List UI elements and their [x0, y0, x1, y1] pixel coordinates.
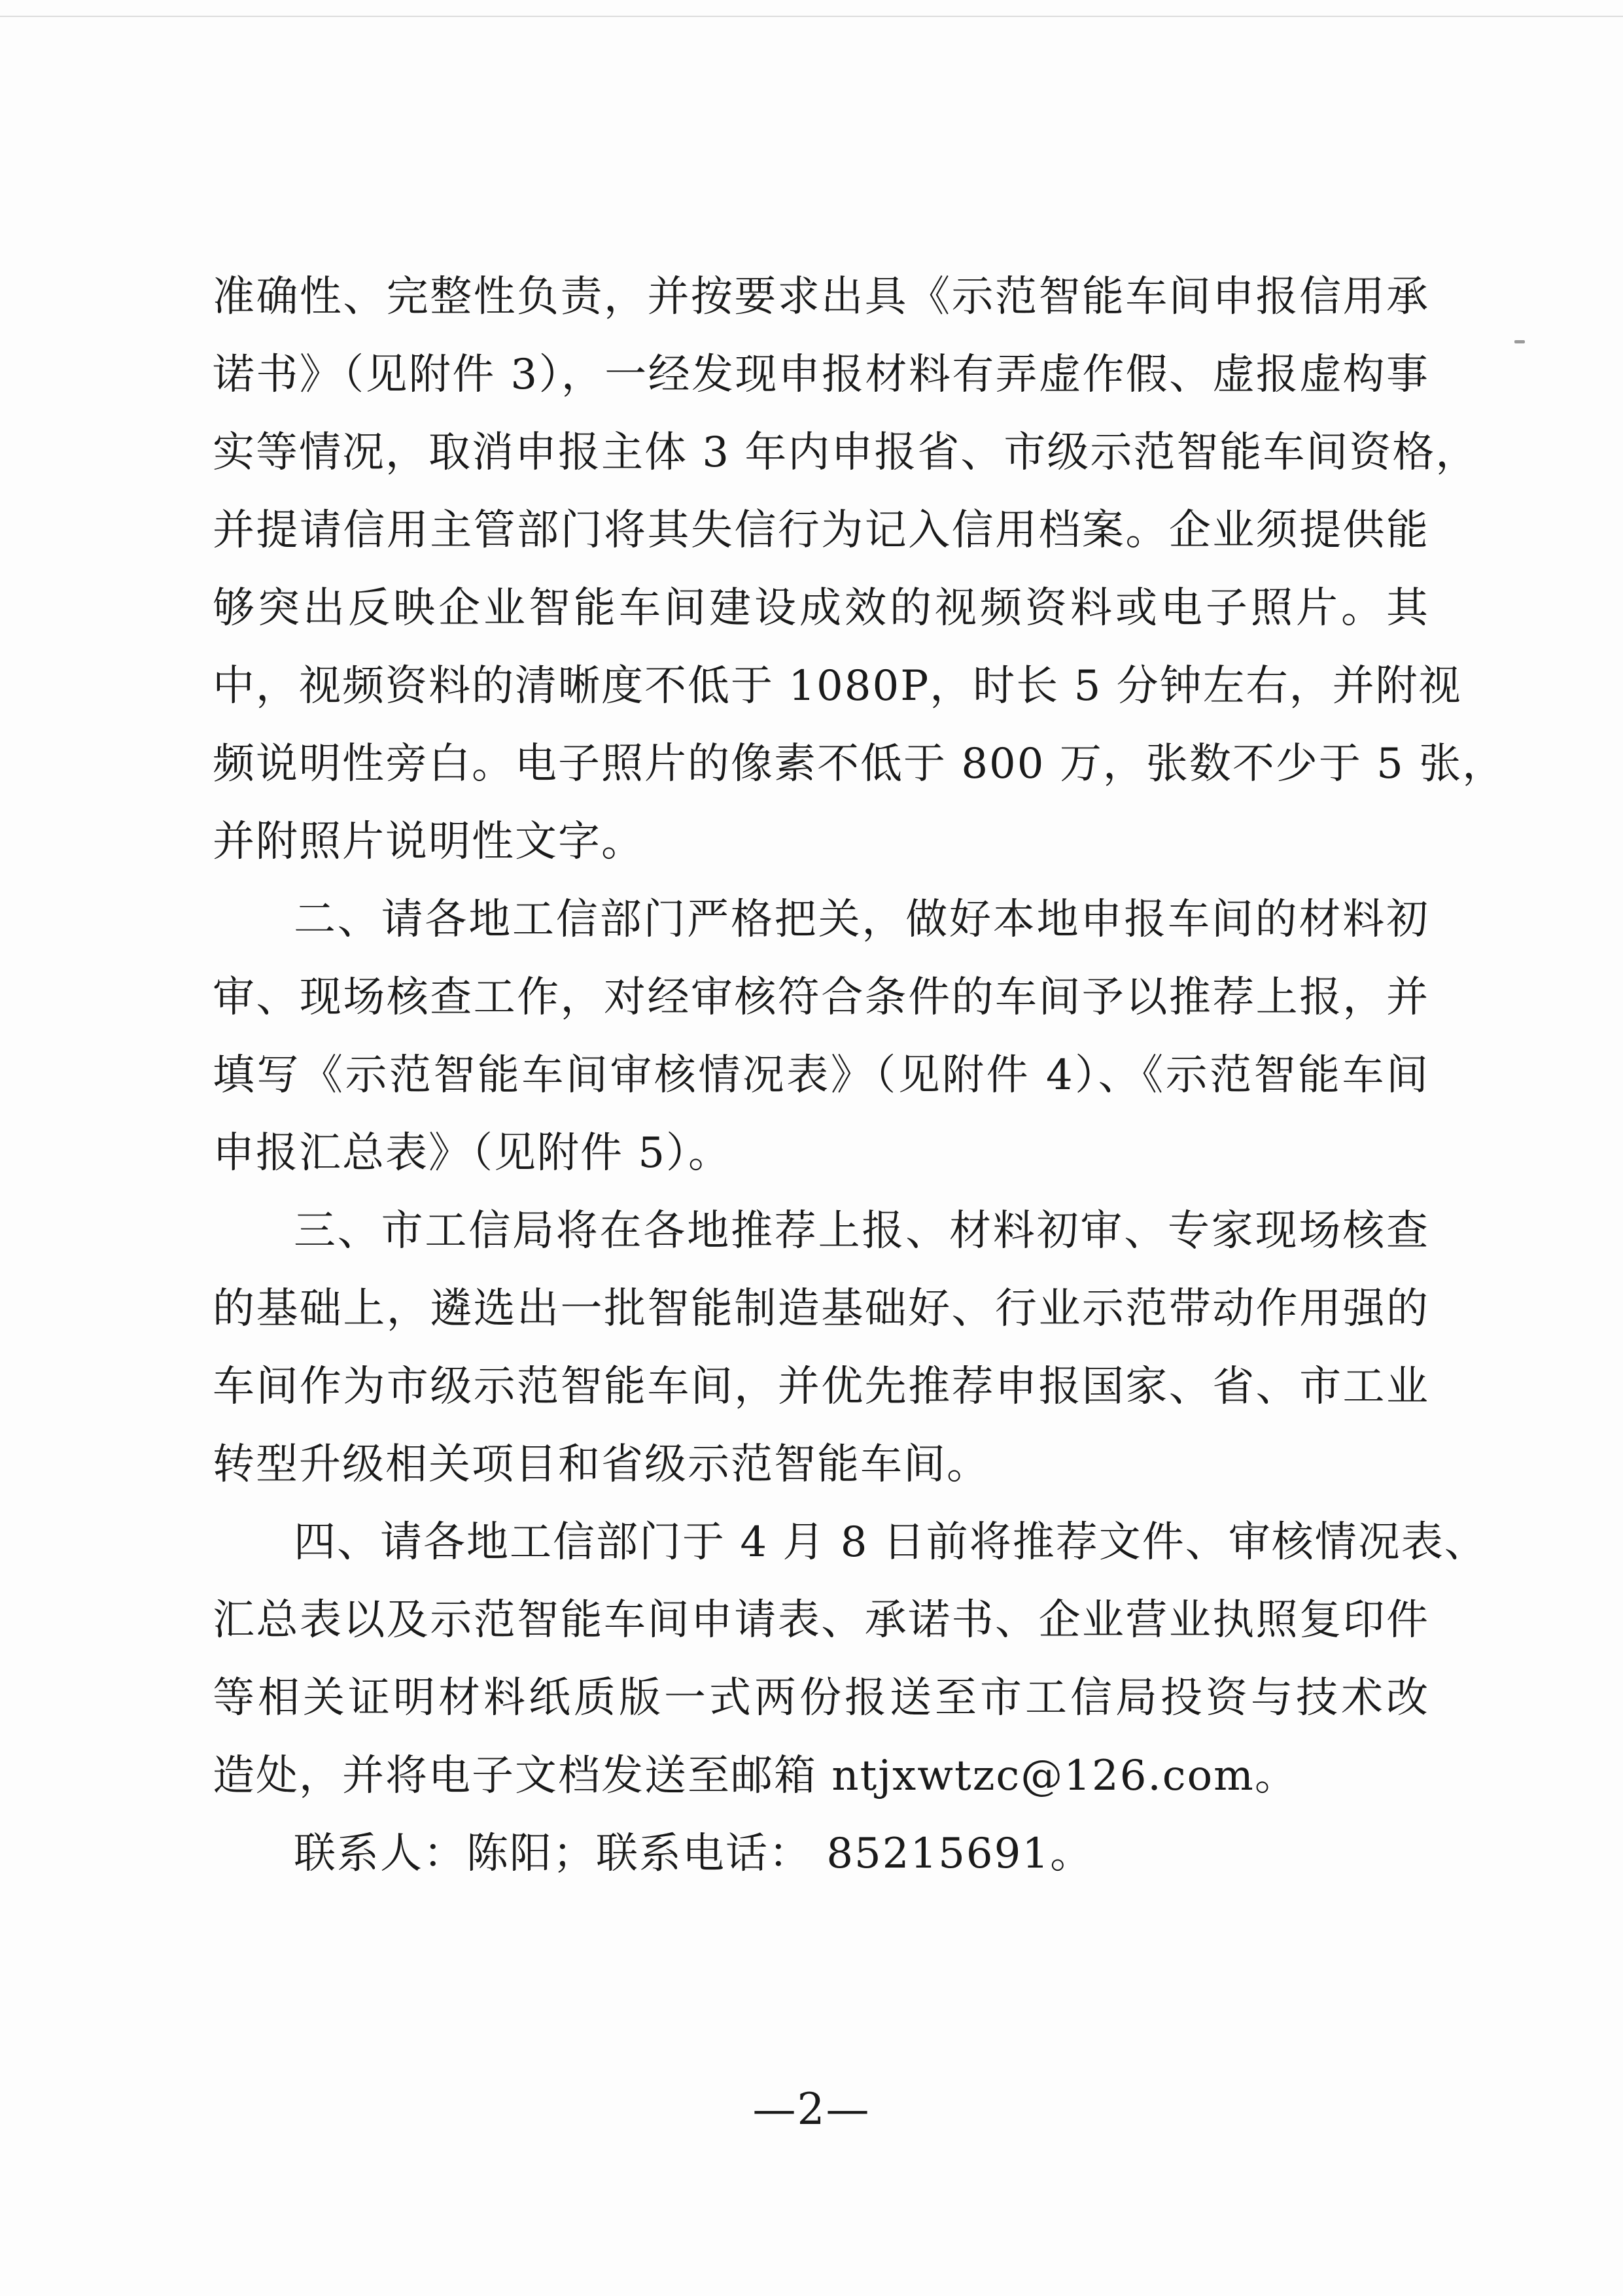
text-line: 联系人：陈阳；联系电话： 85215691。 [294, 1830, 1094, 1878]
text-line: 等相关证明材料纸质版一式两份报送至市工信局投资与技术改 [213, 1674, 1429, 1722]
text-line: 填写《示范智能车间审核情况表》（见附件 4）、《示范智能车间 [213, 1051, 1429, 1100]
text-line: 造处，并将电子文档发送至邮箱 ntjxwtzc@126.com。 [213, 1752, 1298, 1800]
text-line: 审、现场核查工作，对经审核符合条件的车间予以推荐上报，并 [213, 973, 1429, 1022]
text-line: 申报汇总表》（见附件 5）。 [213, 1129, 732, 1177]
text-line: 够突出反映企业智能车间建设成效的视频资料或电子照片。其 [213, 584, 1429, 633]
text-line: 二、请各地工信部门严格把关，做好本地申报车间的材料初 [294, 896, 1429, 944]
text-line: 诺书》（见附件 3），一经发现申报材料有弄虚作假、虚报虚构事 [213, 351, 1429, 399]
document-body [213, 258, 1506, 1893]
text-line: 的基础上，遴选出一批智能制造基础好、行业示范带动作用强的 [213, 1285, 1429, 1333]
text-line: 并附照片说明性文字。 [213, 818, 644, 866]
text-line: 汇总表以及示范智能车间申请表、承诺书、企业营业执照复印件 [213, 1596, 1429, 1644]
page-number: —2— [752, 2084, 871, 2134]
scan-speck [1514, 340, 1525, 343]
text-line: 频说明性旁白。电子照片的像素不低于 800 万，张数不少于 5 张， [213, 740, 1506, 788]
text-line: 实等情况，取消申报主体 3 年内申报省、市级示范智能车间资格， [213, 428, 1479, 477]
text-line: 三、市工信局将在各地推荐上报、材料初审、专家现场核查 [294, 1207, 1429, 1255]
text-line: 转型升级相关项目和省级示范智能车间。 [213, 1440, 990, 1489]
text-line: 准确性、完整性负责，并按要求出具《示范智能车间申报信用承 [213, 273, 1429, 321]
text-line: 车间作为市级示范智能车间，并优先推荐申报国家、省、市工业 [213, 1363, 1429, 1411]
text-line: 中，视频资料的清晰度不低于 1080P，时长 5 分钟左右，并附视 [213, 662, 1462, 710]
text-line: 四、请各地工信部门于 4 月 8 日前将推荐文件、审核情况表、 [294, 1518, 1488, 1567]
text-line: 并提请信用主管部门将其失信行为记入信用档案。企业须提供能 [213, 506, 1429, 555]
scan-top-edge [0, 16, 1623, 17]
